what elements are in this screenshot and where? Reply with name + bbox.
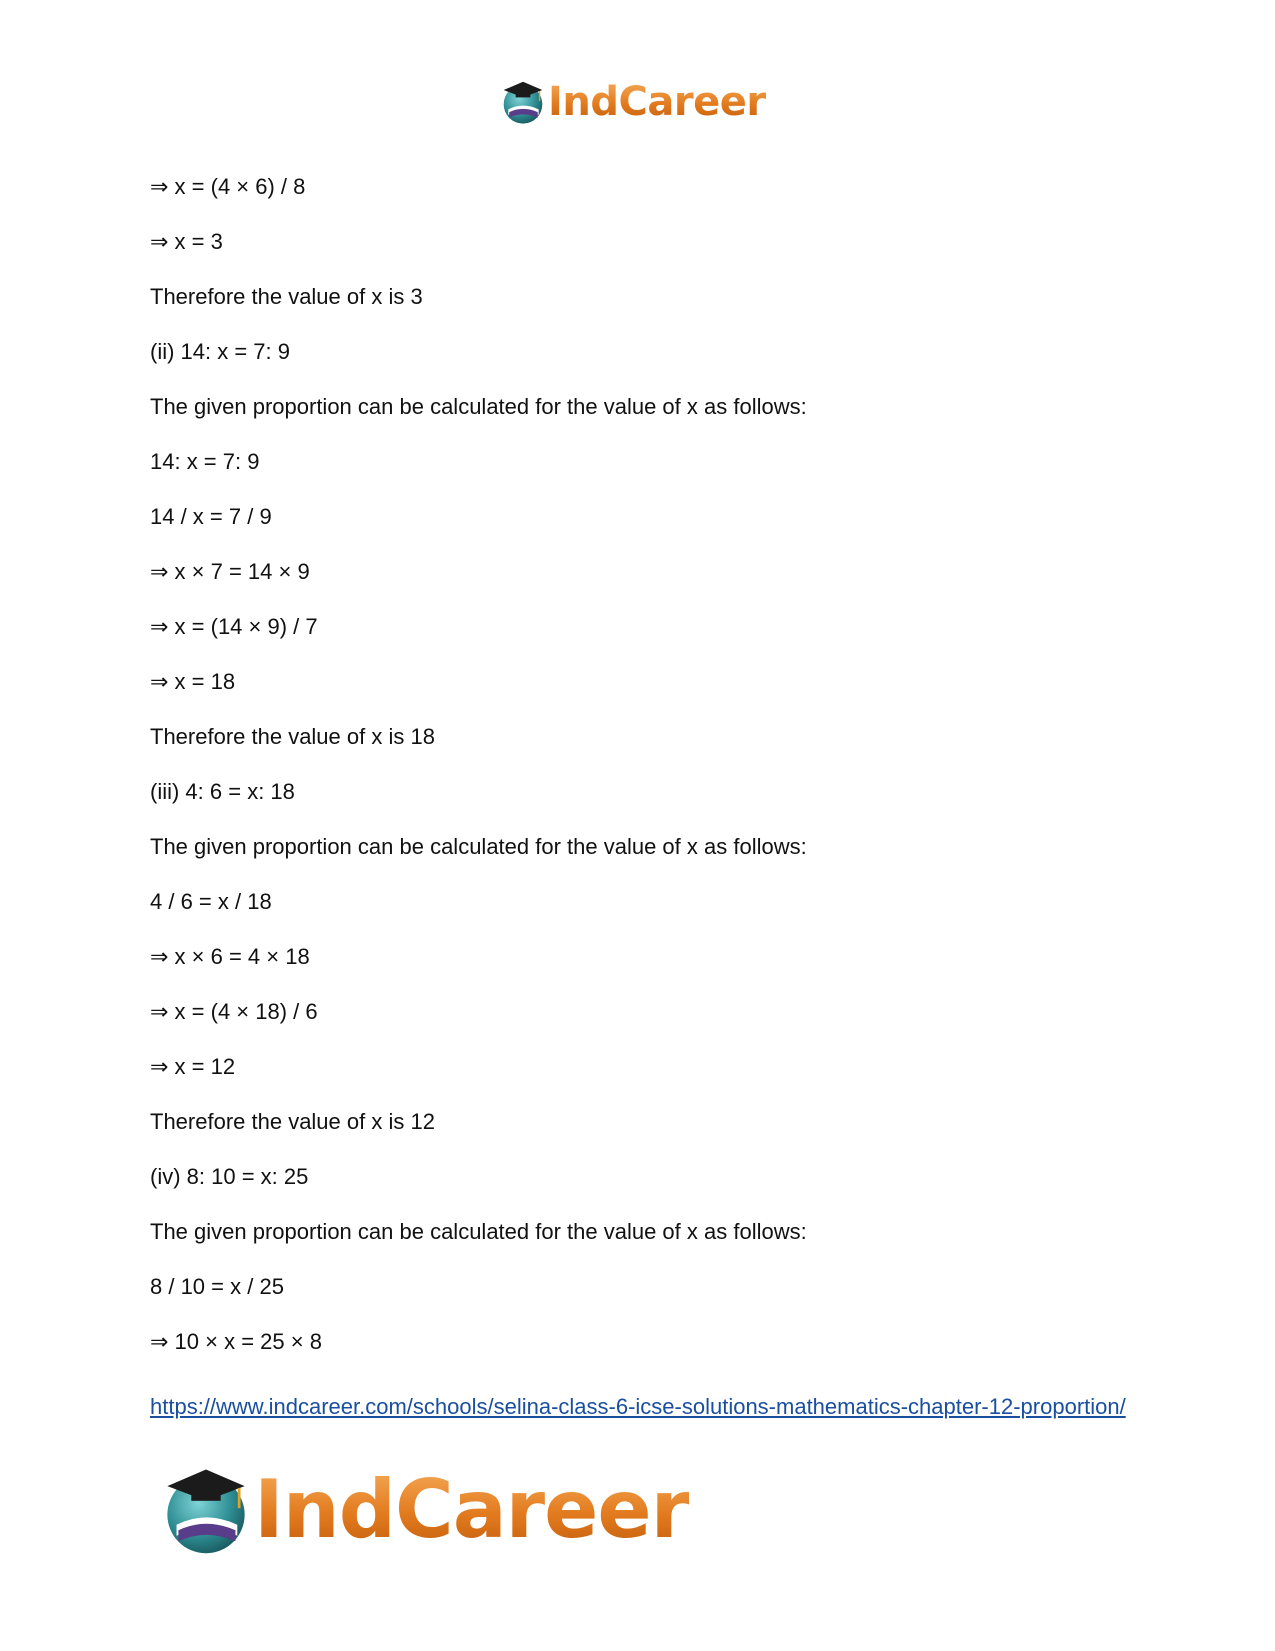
logo-text: IndCareer: [254, 1463, 690, 1556]
content-line: 14 / x = 7 / 9: [150, 504, 272, 529]
content-line: ⇒ x = (14 × 9) / 7: [150, 614, 318, 639]
content-line: Therefore the value of x is 3: [150, 284, 423, 309]
content-line: Therefore the value of x is 12: [150, 1109, 435, 1134]
content-line: The given proportion can be calculated for the value of x as follows:: [150, 834, 807, 859]
content-line: 14: x = 7: 9: [150, 449, 260, 474]
content-line: ⇒ x = (4 × 18) / 6: [150, 999, 318, 1024]
content-line: The given proportion can be calculated for the value of x as follows:: [150, 1219, 807, 1244]
content-line: 4 / 6 = x / 18: [150, 889, 272, 914]
header-logo: [500, 76, 766, 128]
footer-logo: [160, 1462, 689, 1558]
content-line: (iii) 4: 6 = x: 18: [150, 779, 295, 804]
content-line: ⇒ x = 18: [150, 669, 236, 694]
content-line: ⇒ x × 6 = 4 × 18: [150, 944, 310, 969]
logo-text: IndCareer: [548, 79, 766, 125]
content-line: ⇒ 10 × x = 25 × 8: [150, 1329, 322, 1354]
content-line: Therefore the value of x is 18: [150, 724, 435, 749]
content-line: 8 / 10 = x / 25: [150, 1274, 284, 1299]
logo-globe-icon: [500, 79, 546, 125]
content-line: ⇒ x = 12: [150, 1054, 236, 1079]
content-line: ⇒ x = 3: [150, 229, 223, 254]
solution-content: [150, 174, 1130, 1384]
content-line: (ii) 14: x = 7: 9: [150, 339, 291, 364]
content-line: The given proportion can be calculated for the value of x as follows:: [150, 394, 807, 419]
content-line: (iv) 8: 10 = x: 25: [150, 1164, 309, 1189]
content-line: ⇒ x × 7 = 14 × 9: [150, 559, 310, 584]
logo-globe-icon: [160, 1464, 252, 1556]
content-line: ⇒ x = (4 × 6) / 8: [150, 174, 306, 199]
source-link[interactable]: https://www.indcareer.com/schools/selina-class-6-icse-solutions-mathematics-chapter-12-proportion/: [150, 1394, 1126, 1419]
